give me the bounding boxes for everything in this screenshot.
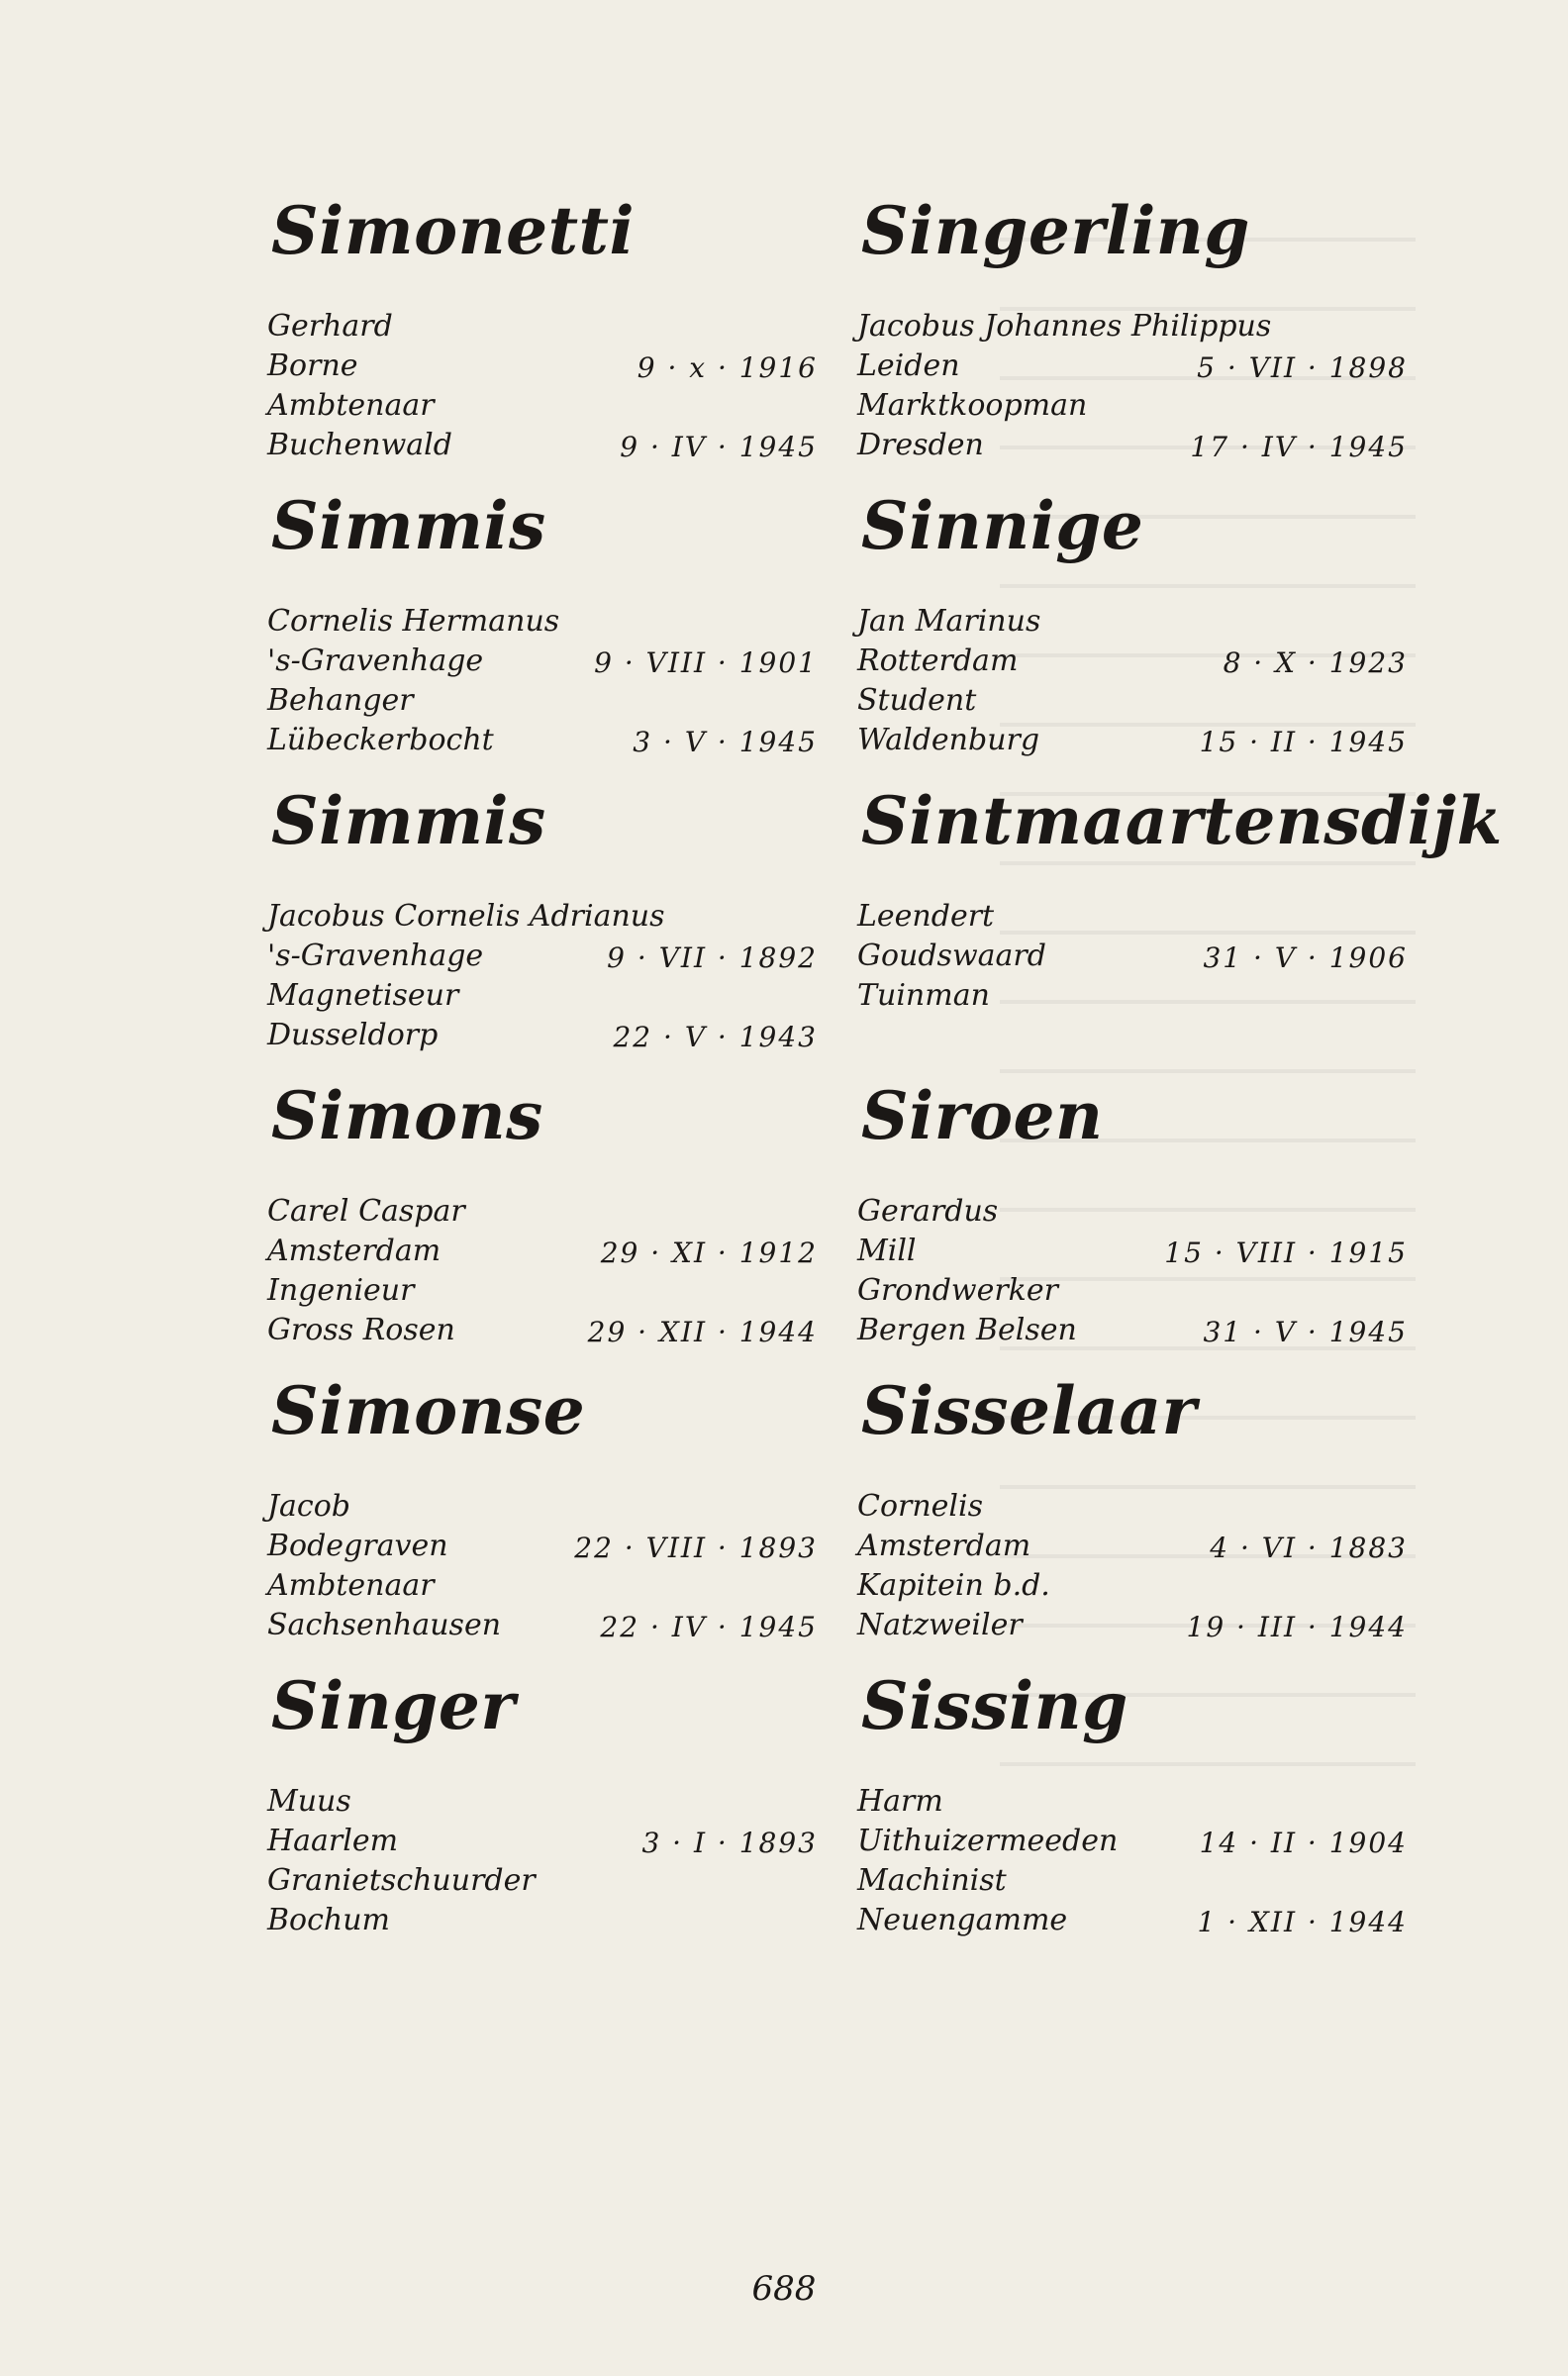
birth-date: 14 · II · 1904: [1199, 1827, 1408, 1859]
birth-date: 29 · XI · 1912: [600, 1237, 818, 1269]
occupation-text: Behanger: [267, 683, 414, 718]
birth-line: [857, 1232, 1412, 1271]
birth-line: [267, 1527, 822, 1566]
death-line-text: Waldenburg: [857, 723, 1040, 757]
given-names-text: Jacobus Cornelis Adrianus: [267, 899, 665, 934]
memorial-entry: [857, 192, 1412, 493]
memorial-entry: [857, 1077, 1412, 1378]
birth-line-text: Amsterdam: [267, 1234, 441, 1268]
given-names-text: Leendert: [857, 899, 995, 934]
birth-line: [857, 346, 1412, 386]
given-names-text: Harm: [857, 1784, 943, 1819]
death-line-text: Bergen Belsen: [857, 1313, 1077, 1347]
birth-line: [267, 937, 822, 976]
entry-details: [857, 1192, 1412, 1350]
memorial-entry: [267, 1667, 822, 1968]
occupation-text: Kapitein b.d.: [857, 1568, 1050, 1603]
memorial-entry: [857, 487, 1412, 788]
occupation: [857, 1271, 1412, 1311]
death-date: 22 · V · 1943: [613, 1021, 818, 1053]
memorial-entry: [267, 1372, 822, 1673]
occupation: [267, 1861, 822, 1901]
death-date: 19 · III · 1944: [1186, 1611, 1408, 1643]
memorial-entry: [267, 192, 822, 493]
death-line: [857, 1901, 1412, 1940]
death-line: [857, 721, 1412, 760]
death-line: [267, 426, 822, 465]
death-line: [267, 721, 822, 760]
occupation-text: Ambtenaar: [267, 388, 435, 423]
occupation: [857, 681, 1412, 721]
occupation: [267, 976, 822, 1016]
given-names-text: Gerardus: [857, 1194, 999, 1229]
memorial-entry: [267, 487, 822, 788]
memorial-entry: [857, 782, 1503, 1083]
given-names-text: Jan Marinus: [857, 604, 1041, 639]
surname-heading: Singerling: [861, 192, 1250, 269]
birth-date: 9 · x · 1916: [637, 351, 818, 384]
left-column: [267, 192, 822, 1968]
surname-heading: Simmis: [271, 782, 546, 859]
birth-date: 9 · VII · 1892: [607, 941, 818, 974]
surname-heading: Simons: [271, 1077, 543, 1154]
birth-date: 5 · VII · 1898: [1197, 351, 1408, 384]
occupation-text: Grondwerker: [857, 1273, 1058, 1308]
surname-heading: Simonse: [271, 1372, 586, 1449]
death-line: [857, 1016, 1412, 1055]
occupation-text: Ingenieur: [267, 1273, 415, 1308]
given-names: [857, 1192, 1412, 1232]
occupation-text: Student: [857, 683, 977, 718]
surname-heading: Singer: [271, 1667, 516, 1744]
entry-details: [857, 897, 1412, 1055]
entry-details: [267, 602, 822, 760]
death-line: [267, 1311, 822, 1350]
death-date: 3 · V · 1945: [633, 726, 818, 758]
given-names: [267, 307, 822, 346]
death-date: 9 · IV · 1945: [620, 431, 818, 463]
birth-line: [857, 1527, 1412, 1566]
birth-line: [857, 1822, 1412, 1861]
birth-date: 15 · VIII · 1915: [1164, 1237, 1408, 1269]
death-line-text: Dusseldorp: [267, 1018, 439, 1052]
surname-heading: Sisselaar: [861, 1372, 1197, 1449]
birth-line-text: Rotterdam: [857, 644, 1019, 678]
death-line-text: Gross Rosen: [267, 1313, 455, 1347]
birth-line-text: Uithuizermeeden: [857, 1824, 1119, 1858]
occupation: [267, 1566, 822, 1606]
memorial-entry: [857, 1667, 1412, 1968]
birth-date: 31 · V · 1906: [1203, 941, 1408, 974]
given-names-text: Jacobus Johannes Philippus: [857, 309, 1272, 344]
birth-line-text: 's-Gravenhage: [267, 644, 484, 678]
birth-date: 4 · VI · 1883: [1210, 1532, 1408, 1564]
birth-line: [267, 642, 822, 681]
surname-heading: Sintmaartensdijk: [861, 782, 1503, 859]
occupation: [267, 1271, 822, 1311]
given-names: [857, 602, 1412, 642]
birth-date: 22 · VIII · 1893: [574, 1532, 818, 1564]
birth-line: [857, 937, 1412, 976]
surname-heading: Simonetti: [271, 192, 636, 269]
given-names-text: Carel Caspar: [267, 1194, 465, 1229]
entry-details: [267, 1487, 822, 1645]
death-line-text: Natzweiler: [857, 1608, 1023, 1642]
occupation-text: Machinist: [857, 1863, 1007, 1898]
occupation-text: Marktkoopman: [857, 388, 1088, 423]
occupation-text: Granietschuurder: [267, 1863, 536, 1898]
birth-line-text: Leiden: [857, 348, 960, 383]
death-line: [857, 1311, 1412, 1350]
death-date: 15 · II · 1945: [1199, 726, 1408, 758]
given-names: [267, 602, 822, 642]
death-date: 22 · IV · 1945: [600, 1611, 818, 1643]
birth-line-text: Borne: [267, 348, 358, 383]
surname-heading: Sissing: [861, 1667, 1128, 1744]
occupation: [267, 681, 822, 721]
entry-details: [267, 1782, 822, 1940]
given-names: [857, 897, 1412, 937]
occupation: [267, 386, 822, 426]
given-names-text: Jacob: [267, 1489, 350, 1524]
given-names-text: Muus: [267, 1784, 351, 1819]
given-names: [857, 307, 1412, 346]
occupation-text: Ambtenaar: [267, 1568, 435, 1603]
surname-heading: Simmis: [271, 487, 546, 564]
given-names-text: Cornelis: [857, 1489, 984, 1524]
birth-line-text: Goudswaard: [857, 939, 1046, 973]
entry-details: [267, 897, 822, 1055]
birth-line-text: Mill: [857, 1234, 917, 1268]
death-line-text: Dresden: [857, 428, 984, 462]
birth-line-text: 's-Gravenhage: [267, 939, 484, 973]
occupation: [857, 1566, 1412, 1606]
entry-details: [857, 307, 1412, 465]
death-date: 29 · XII · 1944: [587, 1316, 818, 1348]
given-names-text: Cornelis Hermanus: [267, 604, 560, 639]
entry-details: [267, 1192, 822, 1350]
entry-details: [857, 602, 1412, 760]
birth-line-text: Bodegraven: [267, 1529, 448, 1563]
birth-line: [267, 346, 822, 386]
surname-heading: Siroen: [861, 1077, 1104, 1154]
birth-line-text: Haarlem: [267, 1824, 399, 1858]
memorial-entry: [267, 1077, 822, 1378]
death-line-text: Lübeckerbocht: [267, 723, 494, 757]
birth-line: [857, 642, 1412, 681]
death-date: 31 · V · 1945: [1203, 1316, 1408, 1348]
death-line-text: Buchenwald: [267, 428, 452, 462]
death-line: [857, 426, 1412, 465]
birth-line: [267, 1232, 822, 1271]
birth-line: [267, 1822, 822, 1861]
death-line-text: Sachsenhausen: [267, 1608, 502, 1642]
entry-details: [267, 307, 822, 465]
death-line: [267, 1606, 822, 1645]
entry-details: [857, 1487, 1412, 1645]
occupation: [857, 976, 1412, 1016]
given-names-text: Gerhard: [267, 309, 393, 344]
death-line: [267, 1901, 822, 1940]
given-names: [857, 1782, 1412, 1822]
death-line-text: Neuengamme: [857, 1903, 1068, 1937]
given-names: [267, 1192, 822, 1232]
birth-date: 8 · X · 1923: [1223, 646, 1408, 679]
entry-details: [857, 1782, 1412, 1940]
occupation-text: Tuinman: [857, 978, 990, 1013]
occupation: [857, 1861, 1412, 1901]
death-line: [267, 1016, 822, 1055]
memorial-entry: [857, 1372, 1412, 1673]
death-line: [857, 1606, 1412, 1645]
right-column: [857, 192, 1503, 1968]
given-names: [857, 1487, 1412, 1527]
given-names: [267, 1487, 822, 1527]
surname-heading: Sinnige: [861, 487, 1144, 564]
occupation-text: Magnetiseur: [267, 978, 459, 1013]
birth-date: 9 · VIII · 1901: [594, 646, 818, 679]
death-date: 1 · XII · 1944: [1197, 1906, 1408, 1938]
death-date: 17 · IV · 1945: [1190, 431, 1408, 463]
given-names: [267, 897, 822, 937]
birth-date: 3 · I · 1893: [641, 1827, 818, 1859]
death-line-text: Bochum: [267, 1903, 390, 1937]
page-number: 688: [751, 2269, 817, 2309]
birth-line-text: Amsterdam: [857, 1529, 1031, 1563]
memorial-entry: [267, 782, 822, 1083]
occupation: [857, 386, 1412, 426]
given-names: [267, 1782, 822, 1822]
